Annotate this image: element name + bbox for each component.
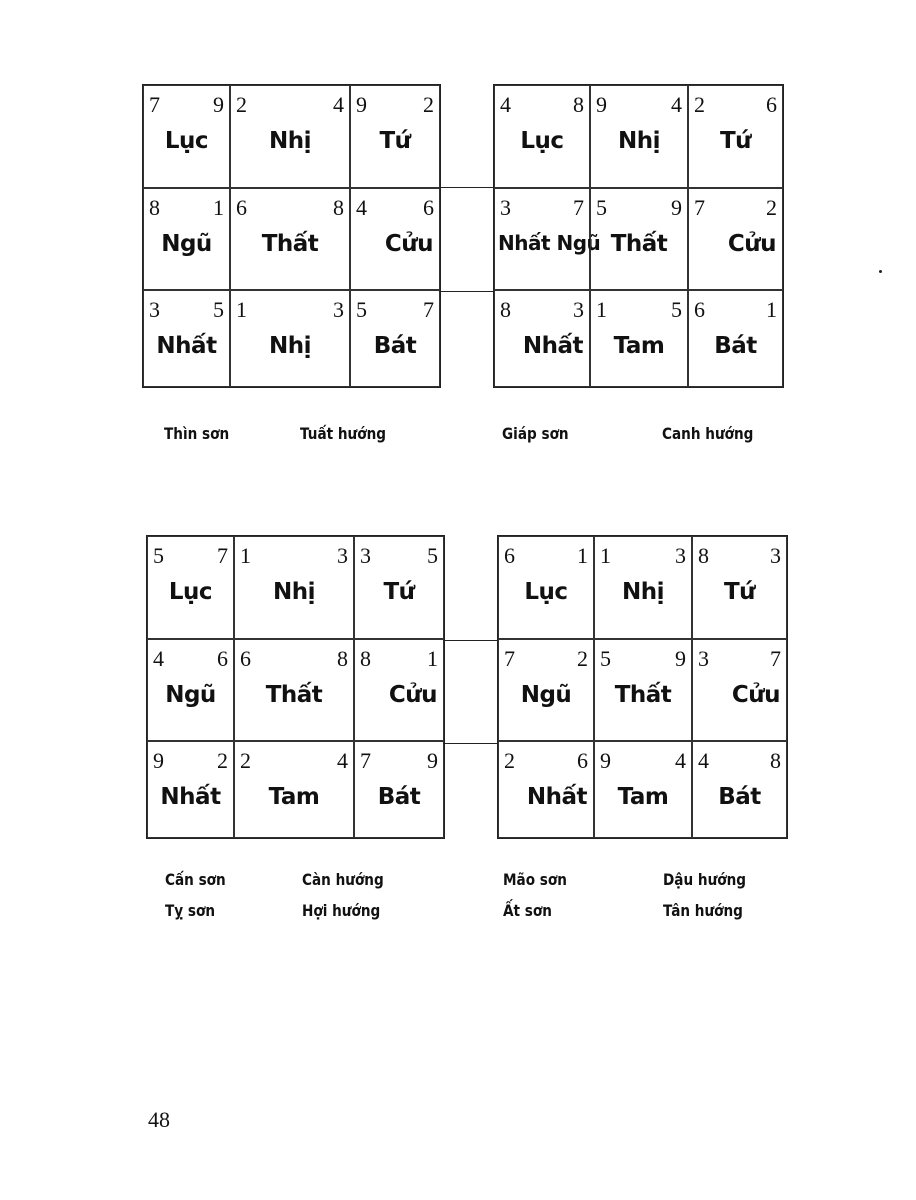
cell-name: Tứ [383,579,415,605]
flying-star-chart-3 [146,535,445,839]
flying-star-chart-1 [142,84,441,388]
caption: Cấn sơn [165,870,226,889]
caption: Thìn sơn [164,424,230,443]
cell-name: Nhị [621,579,664,605]
connector-line [439,291,493,292]
cell-name: Ngũ [165,682,216,708]
cell-name: Cửu [731,682,780,708]
stray-mark [879,270,882,273]
chart-cell: 2 6 Tứ [688,85,783,188]
chart-cell: 6 1 Lục [498,536,594,639]
caption: Dậu hướng [663,870,747,889]
cell-name: Lục [520,128,564,154]
chart-cell: 8 3 Tứ [692,536,787,639]
chart-cell: 3 7 Cửu [692,639,787,741]
chart-cell: 5 9 Thất [590,188,688,290]
cell-name: Nhất [522,333,583,359]
cell-name: Thất [261,231,319,257]
cell-name: Nhị [617,128,660,154]
cell-name: Lục [524,579,568,605]
caption: Tỵ sơn [165,901,216,920]
cell-name: Tam [613,333,665,359]
cell-name: Thất [265,682,323,708]
caption: Canh hướng [662,424,754,443]
cell-name: Bát [377,784,421,810]
caption: Tân hướng [663,901,743,920]
caption: Càn hướng [302,870,384,889]
chart-cell: 9 2 Tứ [350,85,440,188]
cell-name: Nhất Ngũ [498,231,601,255]
chart-cell: 1 3 Nhị [594,536,692,639]
chart-cell: 8 1 Cửu [354,639,444,741]
caption: Mão sơn [503,870,567,889]
cell-name: Lục [164,128,209,154]
cell-name: Nhất [160,784,221,810]
chart-cell: 1 5 Tam [590,290,688,387]
cell-name: Tam [617,784,669,810]
cell-name: Thất [610,231,668,257]
cell-name: Nhị [272,579,315,605]
chart-cell: 5 7 Lục [147,536,234,639]
chart-cell: 4 8 Bát [692,741,787,838]
caption: Tuất hướng [300,424,387,443]
cell-name: Bát [373,333,417,359]
chart-cell: 7 9 Lục [143,85,230,188]
chart-cell: 7 2 Ngũ [498,639,594,741]
chart-cell: 9 4 Nhị [590,85,688,188]
chart-cell: 4 6 Ngũ [147,639,234,741]
chart-cell: 1 3 Nhị [234,536,354,639]
chart-cell: 8 1 Ngũ [143,188,230,290]
cell-name: Cửu [384,231,433,257]
cell-name: Cửu [388,682,437,708]
chart-cell: 3 5 Tứ [354,536,444,639]
cell-name: Bát [718,784,761,810]
cell-name: Thất [614,682,672,708]
chart-cell: 6 1 Bát [688,290,783,387]
connector-line [439,187,493,188]
caption: Hợi hướng [302,901,381,920]
cell-name: Ngũ [161,231,212,257]
cell-name: Lục [168,579,213,605]
chart-cell: 9 4 Tam [594,741,692,838]
cell-name: Nhị [268,128,311,154]
chart-cell: 2 6 Nhất [498,741,594,838]
cell-name: Tứ [723,579,756,605]
chart-cell: 3 5 Nhất [143,290,230,387]
chart-cell: 4 8 Lục [494,85,590,188]
chart-cell: 2 4 Nhị [230,85,350,188]
cell-name: Tam [268,784,320,810]
chart-cell: 6 8 Thất [230,188,350,290]
chart-cell: 5 9 Thất [594,639,692,741]
chart-cell: 4 6 Cửu [350,188,440,290]
cell-name: Tứ [719,128,752,154]
cell-name: Bát [714,333,757,359]
cell-name: Nhị [268,333,311,359]
chart-cell: 7 2 Cửu [688,188,783,290]
chart-cell: 6 8 Thất [234,639,354,741]
flying-star-chart-2 [493,84,784,388]
flying-star-chart-4 [497,535,788,839]
connector-line [443,640,497,641]
caption: Giáp sơn [502,424,569,443]
chart-cell: 5 7 Bát [350,290,440,387]
chart-cell: 1 3 Nhị [230,290,350,387]
chart-cell: 8 3 Nhất [494,290,590,387]
cell-name: Nhất [156,333,217,359]
connector-line [443,743,497,744]
page-number: 48 [148,1107,170,1132]
chart-cell: 9 2 Nhất [147,741,234,838]
chart-cell: 2 4 Tam [234,741,354,838]
cell-name: Nhất [526,784,587,810]
cell-name: Ngũ [520,682,572,708]
chart-cell: 7 9 Bát [354,741,444,838]
cell-name: Cửu [727,231,776,257]
cell-name: Tứ [379,128,411,154]
chart-cell: 3 7 Nhất Ngũ [494,188,590,290]
caption: Ất sơn [503,901,552,920]
